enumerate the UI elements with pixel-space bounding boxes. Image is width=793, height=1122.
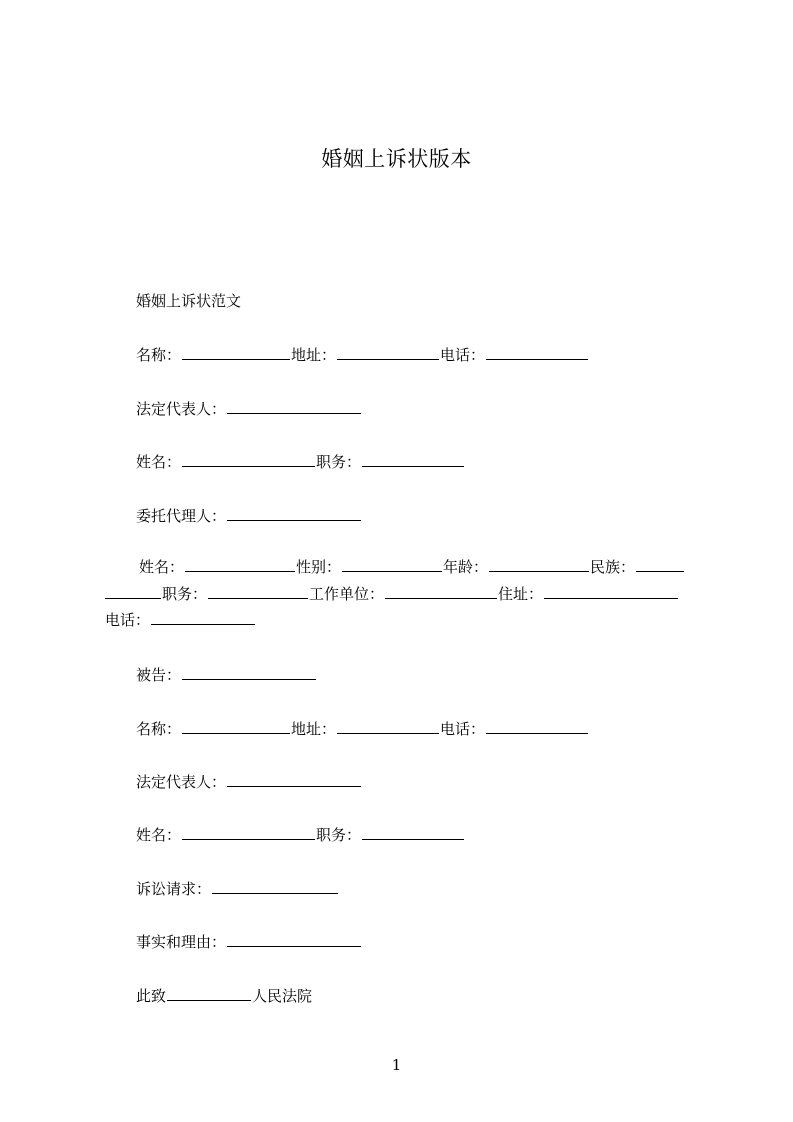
- agent-phone-label: 电话：: [105, 611, 151, 629]
- agent-residence-label: 住址：: [498, 584, 544, 603]
- agent-label-line: [136, 505, 362, 525]
- defendant-person-line: [136, 824, 465, 844]
- closing-suffix: 人民法院: [252, 987, 313, 1005]
- claims-blank[interactable]: [212, 878, 338, 894]
- defendant-info-line: [136, 718, 589, 738]
- agent-employer-label: 工作单位：: [309, 584, 385, 603]
- appellant-info-line: [136, 344, 589, 364]
- defendant-address-blank[interactable]: [337, 718, 439, 734]
- appellant-legal-rep-blank[interactable]: [227, 398, 361, 414]
- appellant-position-blank[interactable]: [362, 451, 464, 467]
- agent-blank[interactable]: [227, 505, 361, 521]
- claims-label: 诉讼请求：: [136, 880, 212, 898]
- agent-ethnicity-blank-part1[interactable]: [636, 556, 684, 572]
- agent-residence-blank[interactable]: [544, 583, 678, 599]
- defendant-phone-blank[interactable]: [486, 718, 588, 734]
- defendant-blank[interactable]: [182, 664, 316, 680]
- agent-name-label: 姓名：: [139, 558, 185, 576]
- agent-details-paragraph: [105, 554, 701, 634]
- agent-age-label: 年龄：: [443, 558, 489, 576]
- agent-employer-blank[interactable]: [385, 583, 497, 599]
- court-name-blank[interactable]: [167, 985, 251, 1001]
- defendant-legal-rep-line: [136, 771, 362, 791]
- document-subtitle: [136, 291, 241, 311]
- facts-line: [136, 931, 362, 951]
- appellant-person-name-label: 姓名：: [136, 453, 182, 471]
- page-number: 1: [391, 1056, 402, 1074]
- defendant-phone-label: 电话：: [440, 720, 486, 738]
- appellant-phone-label: 电话：: [440, 346, 486, 364]
- agent-gender-label: 性别：: [296, 558, 342, 576]
- defendant-position-label: 职务：: [316, 826, 362, 844]
- facts-blank[interactable]: [227, 931, 361, 947]
- agent-position-label: 职务：: [162, 584, 208, 603]
- claims-line: [136, 878, 339, 898]
- defendant-name-label: 名称：: [136, 720, 182, 738]
- defendant-name-blank[interactable]: [182, 718, 290, 734]
- appellant-address-label: 地址：: [291, 346, 337, 364]
- agent-phone-blank[interactable]: [151, 609, 255, 625]
- appellant-phone-blank[interactable]: [486, 344, 588, 360]
- appellant-legal-rep-line: [136, 398, 362, 418]
- closing-line: [136, 985, 312, 1005]
- appellant-position-label: 职务：: [316, 453, 362, 471]
- subtitle-text: 婚姻上诉状范文: [136, 292, 242, 310]
- agent-position-blank[interactable]: [208, 583, 308, 599]
- appellant-name-blank[interactable]: [182, 344, 290, 360]
- defendant-address-label: 地址：: [291, 720, 337, 738]
- agent-label: 委托代理人：: [136, 507, 227, 525]
- defendant-label: 被告：: [136, 666, 182, 684]
- defendant-position-blank[interactable]: [362, 824, 464, 840]
- facts-label: 事实和理由：: [136, 933, 227, 951]
- agent-gender-blank[interactable]: [342, 556, 442, 572]
- defendant-legal-rep-blank[interactable]: [227, 771, 361, 787]
- defendant-person-name-blank[interactable]: [182, 824, 315, 840]
- agent-ethnicity-label: 民族：: [590, 558, 636, 576]
- agent-age-blank[interactable]: [489, 556, 589, 572]
- defendant-legal-rep-label: 法定代表人：: [136, 773, 227, 791]
- agent-ethnicity-blank-part2[interactable]: [105, 583, 161, 599]
- appellant-person-name-blank[interactable]: [182, 451, 315, 467]
- appellant-legal-rep-label: 法定代表人：: [136, 400, 227, 418]
- defendant-person-name-label: 姓名：: [136, 826, 182, 844]
- appellant-address-blank[interactable]: [337, 344, 439, 360]
- appellant-person-line: [136, 451, 465, 471]
- defendant-label-line: [136, 664, 317, 684]
- closing-prefix: 此致: [136, 987, 167, 1005]
- appellant-name-label: 名称：: [136, 346, 182, 364]
- document-title: 婚姻上诉状版本: [321, 147, 472, 171]
- agent-name-blank[interactable]: [185, 556, 295, 572]
